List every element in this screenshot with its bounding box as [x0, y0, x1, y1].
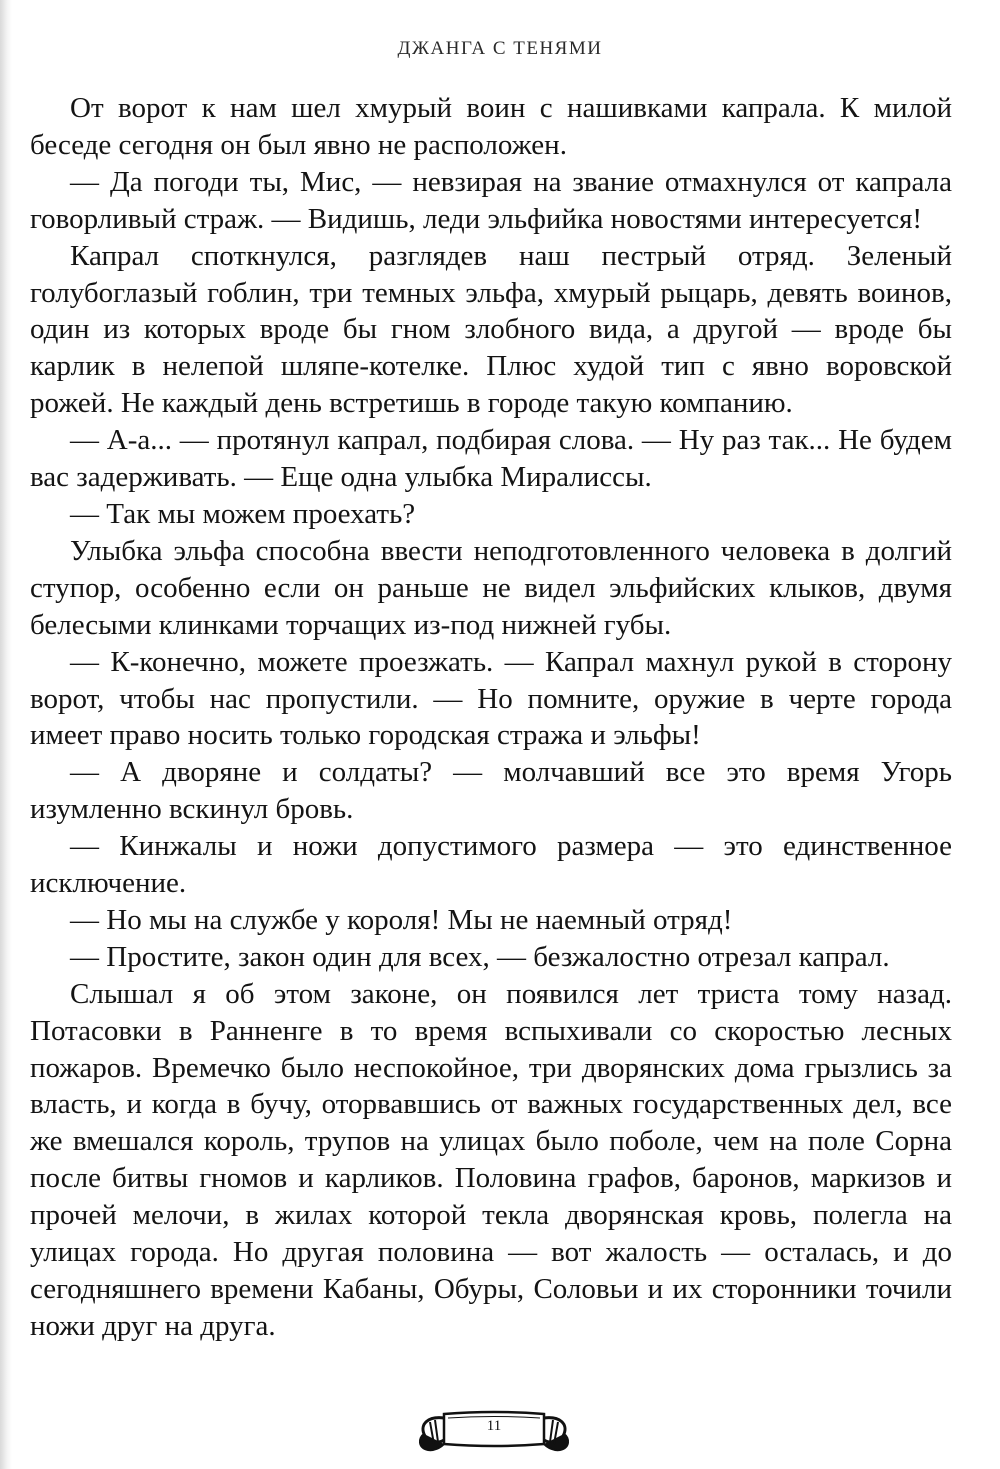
paragraph: От ворот к нам шел хмурый воин с нашивками капрала. К милой беседе сегодня он был явно не расположен.: [30, 92, 952, 161]
body-text: [30, 90, 952, 1345]
paragraph: — К-конечно, можете проезжать. — Капрал махнул рукой в сторону ворот, чтобы нас пропустили. — Но помните, оружие в черте города имеет право носить только городская стража и эльфы!: [30, 645, 952, 752]
running-head: ДЖАНГА С ТЕНЯМИ: [397, 38, 603, 59]
paragraph: — Да погоди ты, Мис, — невзирая на звание отмахнулся от капрала говорливый страж. — Видишь, леди эльфийка новостями интересуется!: [30, 165, 952, 235]
paragraph: — Так мы можем проехать?: [70, 497, 416, 530]
paragraph: — Но мы на службе у короля! Мы не наемный отряд!: [70, 903, 733, 936]
page-footer: [414, 1404, 574, 1456]
page-edge-shadow: [0, 0, 12, 1469]
paragraph: — А-а... — протянул капрал, подбирая слова. — Ну раз так... Не будем вас задерживать. — Еще одна улыбка Миралиссы.: [30, 424, 952, 494]
paragraph: Улыбка эльфа способна ввести неподготовленного человека в долгий ступор, особенно если он раньше не видел эльфийских клыков, двумя белесыми клинками торчащих из-под нижней губы.: [30, 534, 952, 641]
paragraph: — Простите, закон один для всех, — безжалостно отрезал капрал.: [70, 940, 890, 973]
paragraph: — А дворяне и солдаты? — молчавший все это время Угорь изумленно вскинул бровь.: [30, 756, 952, 826]
paragraph: Капрал споткнулся, разглядев наш пестрый отряд. Зеленый голубоглазый гоблин, три темных эльфа, хмурый рыцарь, девять воинов, один из которых вроде бы гном злобного вида, а другой — вроде бы карлик в нелепой шляпе-котелке. Плюс худой тип с явно воровской рожей. Не каждый день встретишь в городе такую компанию.: [30, 239, 952, 420]
page-number: 11: [486, 1418, 502, 1434]
paragraph: Слышал я об этом законе, он появился лет триста тому назад. Потасовки в Ранненге в то время вспыхивали со скоростью лесных пожаров. Времечко было неспокойное, три дворянских дома грызлись за власть, и когда в бучу, оторвавшись от важных государственных дел, все же вмешался король, трупов на улицах было поболе, чем на поле Сорна после битвы гномов и карликов. Половина графов, баронов, маркизов и прочей мелочи, в жилах которой текла дворянская кровь, полегла на улицах города. Но другая половина — вот жалость — осталась, и до сегодняшнего времени Кабаны, Обуры, Соловьи и их сторонники точили ножи друг на друга.: [30, 977, 952, 1342]
paragraph: — Кинжалы и ножи допустимого размера — это единственное исключение.: [30, 830, 952, 900]
